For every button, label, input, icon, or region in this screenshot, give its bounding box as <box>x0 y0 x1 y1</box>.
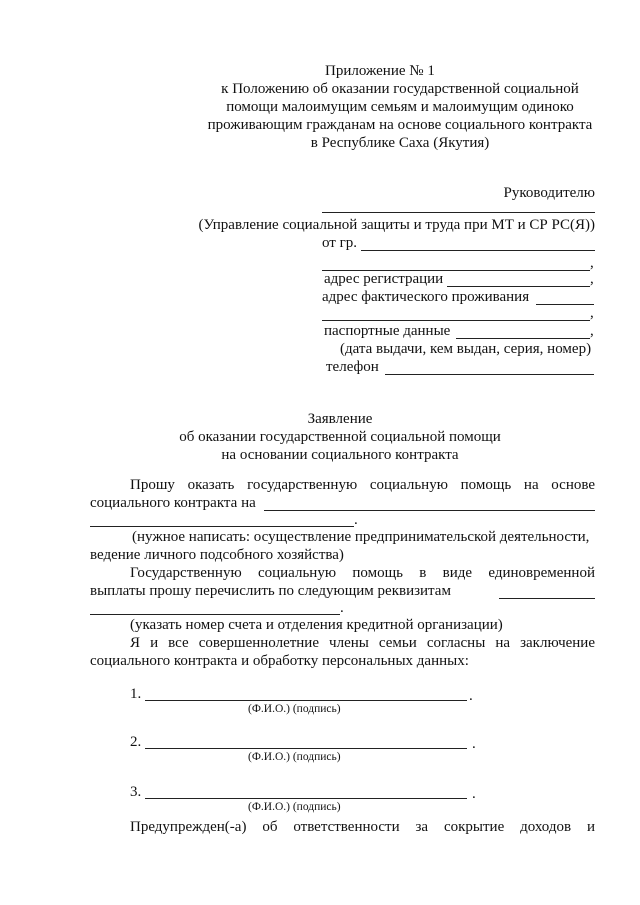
para3-line2: социального контракта и обработку персональных данных: <box>90 653 469 669</box>
reg-address-label: адрес регистрации <box>324 271 444 287</box>
phone-blank <box>385 374 594 375</box>
doc-subtitle: на основании социального контракта <box>221 447 459 463</box>
signature-line <box>145 700 467 701</box>
blank-line <box>322 320 590 321</box>
period: . <box>340 600 344 616</box>
doc-title: Заявление <box>307 411 373 427</box>
addressee-org: (Управление социальной защиты и труда при МТ и СР РС(Я)) <box>198 217 595 233</box>
para1-line2: социального контракта на <box>90 495 256 511</box>
signature-number: 2. <box>130 734 142 750</box>
hint2: (указать номер счета и отделения кредитной организации) <box>130 617 503 633</box>
purpose-blank <box>90 526 354 527</box>
bank-blank <box>90 614 340 615</box>
period: . <box>354 512 358 528</box>
appendix-line: помощи малоимущим семьям и малоимущим одиноко <box>226 99 574 115</box>
phone-label: телефон <box>326 359 379 375</box>
passport-blank <box>456 338 590 339</box>
period: . <box>472 786 476 802</box>
appendix-line: к Положению об оказании государственной социальной <box>221 81 579 97</box>
period: . <box>469 688 473 704</box>
comma: , <box>590 255 594 271</box>
para1-line1: Прошу оказать государственную социальную помощь на основе <box>130 477 595 493</box>
signature-caption: (Ф.И.О.) (подпись) <box>248 703 341 715</box>
comma: , <box>590 305 594 321</box>
para2-line2: выплаты прошу перечислить по следующим реквизитам <box>90 583 451 599</box>
hint1-line2: ведение личного подсобного хозяйства) <box>90 547 344 563</box>
from-label: от гр. <box>322 235 358 251</box>
hint1-line1: (нужное написать: осуществление предпринимательской деятельности, <box>132 529 590 545</box>
addressee-to: Руководителю <box>503 185 595 201</box>
signature-number: 1. <box>130 686 142 702</box>
purpose-blank <box>264 510 595 511</box>
passport-hint: (дата выдачи, кем выдан, серия, номер) <box>340 341 592 357</box>
period: . <box>472 736 476 752</box>
comma: , <box>590 323 594 339</box>
actual-address-label: адрес фактического проживания <box>322 289 530 305</box>
blank-line <box>322 212 595 213</box>
signature-line <box>145 748 467 749</box>
bank-blank <box>499 598 595 599</box>
appendix-line: проживающим гражданам на основе социального контракта <box>207 117 593 133</box>
signature-number: 3. <box>130 784 142 800</box>
appendix-line: в Республике Саха (Якутия) <box>310 135 490 151</box>
appendix-number: Приложение № 1 <box>325 63 435 79</box>
signature-caption: (Ф.И.О.) (подпись) <box>248 801 341 813</box>
from-blank <box>361 250 595 251</box>
para3-line1: Я и все совершеннолетние члены семьи согласны на заключение <box>130 635 595 651</box>
reg-address-blank <box>447 286 590 287</box>
signature-caption: (Ф.И.О.) (подпись) <box>248 751 341 763</box>
para4-line1: Предупрежден(-а) об ответственности за сокрытие доходов и <box>130 819 595 835</box>
actual-address-blank <box>536 304 594 305</box>
signature-line <box>145 798 467 799</box>
passport-label: паспортные данные <box>324 323 451 339</box>
para2-line1: Государственную социальную помощь в виде единовременной <box>130 565 595 581</box>
comma: , <box>590 271 594 287</box>
doc-subtitle: об оказании государственной социальной помощи <box>179 429 501 445</box>
